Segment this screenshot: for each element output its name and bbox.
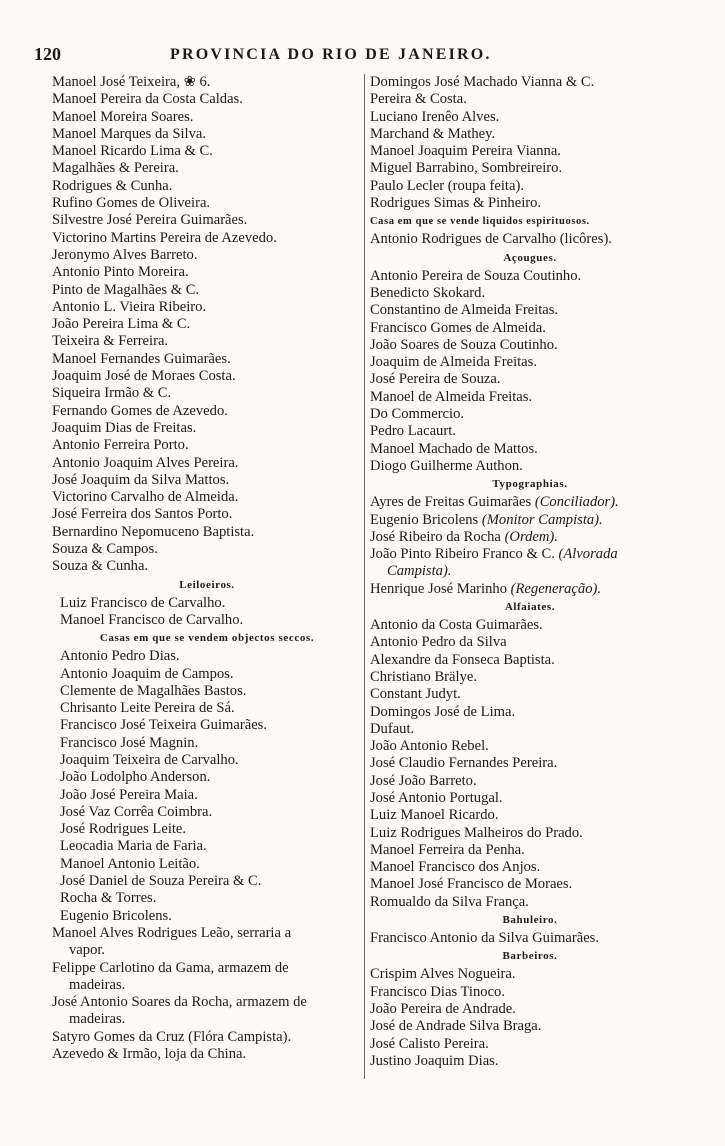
list-item: Romualdo da Silva França.: [370, 893, 529, 910]
list-item: Luiz Francisco de Carvalho.: [60, 594, 226, 611]
list-item: João Antonio Rebel.: [370, 738, 489, 755]
list-item: Manoel Moreira Soares.: [52, 108, 194, 125]
newspaper-name: (Ordem).: [504, 528, 558, 545]
entry-list: [52, 648, 362, 925]
list-item: José Daniel de Souza Pereira & C.: [60, 873, 262, 890]
section-heading-objectos-seccos: Casas em que se vendem objectos seccos.: [99, 632, 315, 645]
page-number: 120: [34, 44, 61, 64]
list-item: Dufaut.: [370, 720, 415, 737]
list-item: Manoel Marques da Silva.: [52, 125, 207, 142]
list-item: Manoel Ricardo Lima & C.: [52, 143, 213, 160]
list-item: Joaquim José de Moraes Costa.: [52, 368, 236, 385]
list-item: Francisco Antonio da Silva Guimarães.: [370, 930, 599, 947]
list-item: Manoel de Almeida Freitas.: [370, 388, 533, 405]
section-heading-leiloeiros: Leiloeiros.: [179, 578, 235, 591]
newspaper-name: (Conciliador).: [534, 494, 619, 511]
entry-list: [370, 966, 690, 1070]
list-item: Crispim Alves Nogueira.: [370, 966, 516, 983]
list-item: Rocha & Torres.: [60, 890, 157, 907]
list-item: Domingos José Machado Vianna & C.: [370, 74, 595, 90]
list-item: Constantino de Almeida Freitas.: [370, 302, 559, 319]
list-item: José Pereira de Souza.: [370, 371, 501, 388]
list-item: Campista).: [387, 563, 452, 580]
section-heading-bahuleiro: Bahuleiro.: [502, 914, 558, 927]
list-item: Paulo Lecler (roupa feita).: [370, 177, 524, 194]
entry-list: [370, 617, 690, 911]
list-item: madeiras.: [69, 1011, 126, 1028]
list-item: Pedro Lacaurt.: [370, 423, 456, 440]
list-item: Do Commercio.: [370, 406, 465, 423]
left-column: [52, 74, 362, 1063]
list-item: Fernando Gomes de Azevedo.: [52, 402, 228, 419]
list-item: Marchand & Mathey.: [370, 125, 496, 142]
list-item: Chrisanto Leite Pereira de Sá.: [60, 700, 235, 717]
list-item: Joaquim Teixeira de Carvalho.: [60, 751, 239, 768]
list-item: [370, 494, 690, 511]
section-heading-liquidos: Casa em que se vende liquidos espirituosos.: [370, 216, 590, 228]
list-item: Felippe Carlotino da Gama, armazem de: [52, 959, 289, 976]
list-item: João Pereira Lima & C.: [52, 316, 191, 333]
list-item: Rodrigues Simas & Pinheiro.: [370, 195, 542, 212]
list-item: Antonio Pereira de Souza Coutinho.: [370, 267, 582, 284]
list-item: Manoel Francisco de Carvalho.: [60, 611, 244, 628]
list-item: José de Andrade Silva Braga.: [370, 1018, 542, 1035]
printer-name: Henrique José Marinho: [370, 580, 511, 597]
list-item: Clemente de Magalhães Bastos.: [60, 682, 247, 699]
list-item: [370, 512, 690, 529]
list-item: José Ferreira dos Santos Porto.: [52, 506, 233, 523]
list-item: Souza & Cunha.: [52, 558, 149, 575]
list-item: João Pereira de Andrade.: [370, 1000, 516, 1017]
printer-name: João Pinto Ribeiro Franco & C.: [370, 546, 559, 563]
list-item: Antonio Joaquim de Campos.: [60, 665, 234, 682]
list-item: Diogo Guilherme Authon.: [370, 457, 523, 474]
entry-list: [52, 74, 362, 576]
list-item: Antonio L. Vieira Ribeiro.: [52, 298, 207, 315]
list-item: Miguel Barrabino, Sombreireiro.: [370, 160, 563, 177]
list-item: José Antonio Soares da Rocha, armazem de: [52, 994, 307, 1011]
section-heading-alfaiates: Alfaiates.: [504, 601, 556, 614]
list-item: Manoel Francisco dos Anjos.: [370, 859, 541, 876]
list-item: Leocadia Maria de Faria.: [60, 838, 207, 855]
list-item: Manoel Pereira da Costa Caldas.: [52, 91, 243, 108]
section-heading-typographias: Typographias.: [492, 478, 568, 491]
list-item: José Joaquim da Silva Mattos.: [52, 471, 230, 488]
list-item: madeiras.: [69, 976, 126, 993]
page-header: [0, 44, 725, 70]
list-item: Victorino Carvalho de Almeida.: [52, 489, 239, 506]
list-item: Antonio Ferreira Porto.: [52, 437, 189, 454]
list-item: Justino Joaquim Dias.: [370, 1052, 499, 1069]
list-item: José Vaz Corrêa Coimbra.: [60, 803, 213, 820]
list-item: José Calisto Pereira.: [370, 1035, 489, 1052]
list-item: [370, 546, 690, 563]
list-item: Luiz Rodrigues Malheiros do Prado.: [370, 824, 583, 841]
list-item: [370, 581, 690, 598]
list-item: Francisco José Magnin.: [60, 734, 199, 751]
right-column: [370, 74, 690, 1070]
list-item: José Claudio Fernandes Pereira.: [370, 755, 558, 772]
list-item: Joaquim de Almeida Freitas.: [370, 354, 537, 371]
list-item: José Antonio Portugal.: [370, 789, 503, 806]
list-item: Siqueira Irmão & C.: [52, 385, 172, 402]
running-title: PROVINCIA DO RIO DE JANEIRO.: [170, 46, 492, 63]
list-item: Alexandre da Fonseca Baptista.: [370, 651, 555, 668]
list-item: José João Barreto.: [370, 772, 477, 789]
list-item: Souza & Campos.: [52, 541, 158, 558]
printer-name: José Ribeiro da Rocha: [370, 528, 505, 545]
list-item: Francisco Gomes de Almeida.: [370, 319, 546, 336]
newspaper-name: (Monitor Campista).: [481, 511, 603, 528]
list-item: Manoel José Teixeira, ❀ 6.: [52, 74, 211, 90]
list-item: Christiano Brälye.: [370, 668, 478, 685]
printer-name: Eugenio Bricolens: [370, 511, 482, 528]
list-item: vapor.: [69, 942, 106, 959]
list-item: Manoel Antonio Leitão.: [60, 855, 200, 872]
entry-list: [52, 595, 362, 630]
list-item: Pinto de Magalhães & C.: [52, 281, 200, 298]
printer-name: Ayres de Freitas Guimarães: [370, 494, 535, 511]
list-item: Azevedo & Irmão, loja da China.: [52, 1046, 247, 1063]
list-item: Bernardino Nepomuceno Baptista.: [52, 523, 255, 540]
list-item: João Soares de Souza Coutinho.: [370, 336, 558, 353]
list-item: Antonio Rodrigues de Carvalho (licôres).: [370, 231, 612, 248]
list-item: Manoel Joaquim Pereira Vianna.: [370, 143, 561, 160]
list-item: Francisco Dias Tinoco.: [370, 983, 505, 1000]
list-item: Antonio Joaquim Alves Pereira.: [52, 454, 239, 471]
list-item: Constant Judyt.: [370, 686, 461, 703]
list-item: Rodrigues & Cunha.: [52, 177, 173, 194]
list-item: Pereira & Costa.: [370, 91, 467, 108]
list-item: Francisco José Teixeira Guimarães.: [60, 717, 268, 734]
list-item: Benedicto Skokard.: [370, 284, 486, 301]
list-item: Luiz Manoel Ricardo.: [370, 807, 499, 824]
list-item: Antonio Pedro Dias.: [60, 648, 180, 665]
list-item: José Rodrigues Leite.: [60, 821, 187, 838]
list-item: Teixeira & Ferreira.: [52, 333, 169, 350]
list-item: Domingos José de Lima.: [370, 703, 516, 720]
list-item: Manoel Alves Rodrigues Leão, serraria a: [52, 924, 292, 941]
list-item: Joaquim Dias de Freitas.: [52, 419, 197, 436]
list-item: João Lodolpho Anderson.: [60, 769, 211, 786]
list-item: Antonio Pinto Moreira.: [52, 264, 189, 281]
list-item: Satyro Gomes da Cruz (Flóra Campista).: [52, 1028, 292, 1045]
list-item: [370, 529, 690, 546]
list-item: Manoel Machado de Mattos.: [370, 440, 538, 457]
list-item: Victorino Martins Pereira de Azevedo.: [52, 229, 277, 246]
list-item: Antonio Pedro da Silva: [370, 634, 507, 651]
list-item: João José Pereira Maia.: [60, 786, 198, 803]
list-item: Silvestre José Pereira Guimarães.: [52, 212, 248, 229]
list-item: Rufino Gomes de Oliveira.: [52, 195, 211, 212]
list-item: Manoel José Francisco de Moraes.: [370, 876, 573, 893]
list-item: Magalhães & Pereira.: [52, 160, 179, 177]
list-item: Jeronymo Alves Barreto.: [52, 246, 198, 263]
section-heading-barbeiros: Barbeiros.: [502, 950, 558, 963]
newspaper-name: (Alvorada: [558, 546, 618, 563]
list-item: Luciano Irenêo Alves.: [370, 108, 500, 125]
column-divider: [364, 74, 365, 1079]
list-item: Manoel Ferreira da Penha.: [370, 841, 525, 858]
section-heading-acougues: Açougues.: [503, 251, 557, 264]
list-item: Manoel Fernandes Guimarães.: [52, 350, 231, 367]
entry-list: [370, 74, 690, 212]
entry-list: [370, 268, 690, 476]
newspaper-name: (Regeneração).: [510, 580, 601, 597]
list-item: Antonio da Costa Guimarães.: [370, 617, 543, 634]
list-item: Eugenio Bricolens.: [60, 907, 172, 924]
